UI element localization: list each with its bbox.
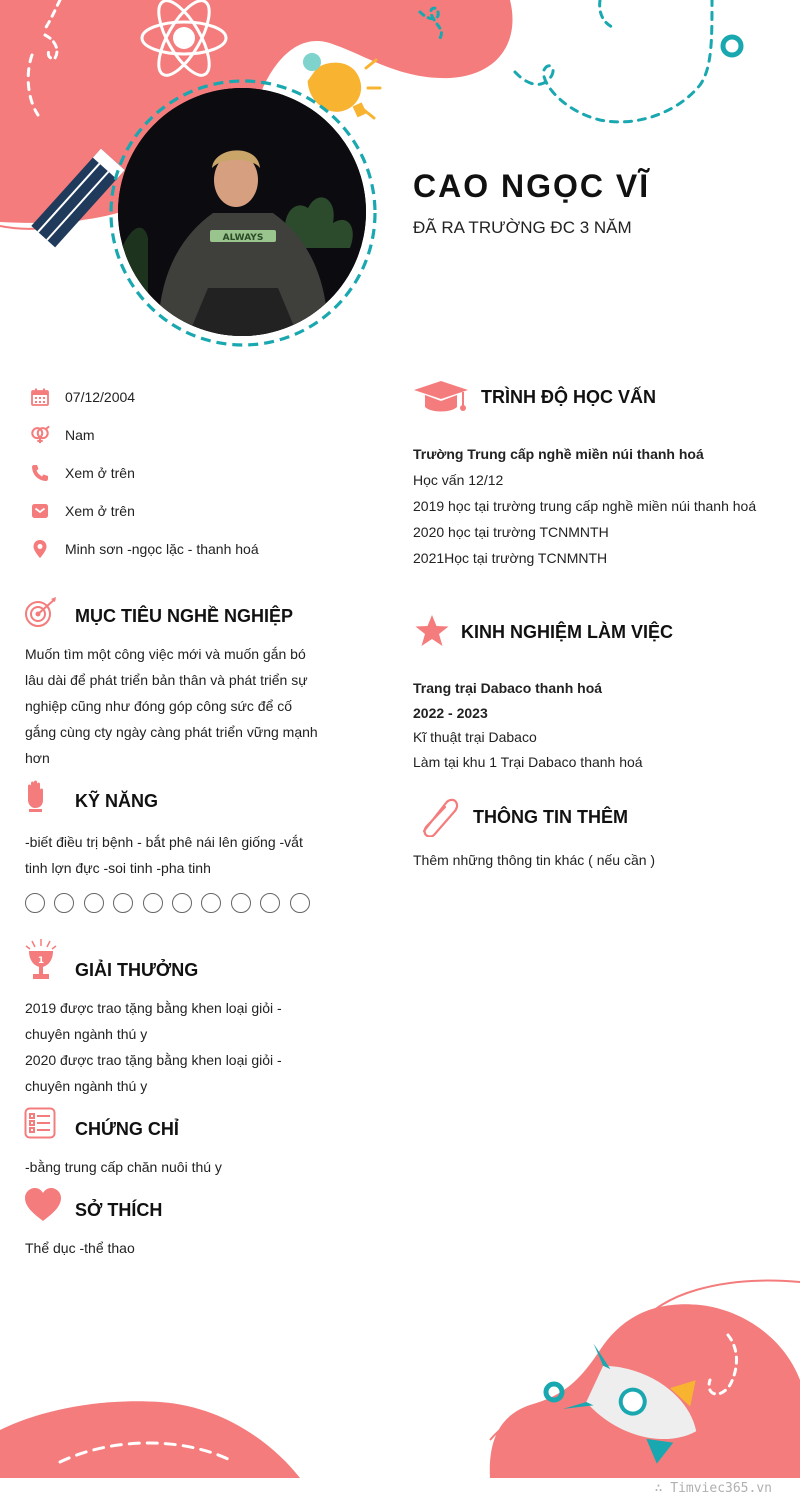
objective-line: nghiệp cũng như đóng góp công sức để cố xyxy=(25,698,293,714)
rating-circle xyxy=(143,893,163,913)
trophy-icon xyxy=(24,937,58,981)
certificates-title: CHỨNG CHỈ xyxy=(75,1119,179,1139)
shirt-text: ALWAYS xyxy=(222,233,264,243)
candidate-name: CAO NGỌC VĨ xyxy=(413,168,651,204)
objective-text xyxy=(25,641,318,771)
rating-circle xyxy=(290,893,310,913)
awards-title: GIẢI THƯỞNG xyxy=(75,960,199,980)
awards-line: 2019 được trao tặng bằng khen loại giỏi - xyxy=(25,1000,282,1016)
contact-phone xyxy=(30,461,360,485)
education-line: Học vấn 12/12 xyxy=(413,472,504,488)
experience-title: KINH NGHIỆM LÀM VIỆC xyxy=(461,622,674,642)
awards-line: 2020 được trao tặng bằng khen loại giỏi - xyxy=(25,1052,282,1068)
objective-line: Muốn tìm một công việc mới và muốn gắn bó xyxy=(25,646,306,662)
awards-line: chuyên ngành thú y xyxy=(25,1078,148,1094)
rating-circle xyxy=(54,893,74,913)
skills-line: tinh lợn đực -soi tinh -pha tinh xyxy=(25,860,211,876)
experience-period: 2022 - 2023 xyxy=(413,704,488,721)
skills-title: KỸ NĂNG xyxy=(75,791,159,811)
experience-text xyxy=(413,676,783,774)
education-line: 2021Học tại trường TCNMNTH xyxy=(413,550,608,566)
location-icon xyxy=(30,539,50,559)
hobbies-title: SỞ THÍCH xyxy=(75,1200,163,1220)
contact-birthdate-text: 07/12/2004 xyxy=(65,389,136,405)
rating-circle xyxy=(201,893,221,913)
contact-email-text: Xem ở trên xyxy=(65,503,135,519)
experience-line: Kĩ thuật trại Dabaco xyxy=(413,729,537,745)
rating-circle xyxy=(231,893,251,913)
paperclip-icon xyxy=(416,795,460,837)
additional-text: Thêm những thông tin khác ( nếu cần ) xyxy=(413,852,656,868)
email-icon xyxy=(30,501,50,521)
education-line: 2019 học tại trường trung cấp nghề miền núi thanh hoá xyxy=(413,498,757,514)
rating-circle xyxy=(260,893,280,913)
contact-gender xyxy=(30,423,360,447)
skill-rating xyxy=(25,893,319,913)
rating-circle xyxy=(84,893,104,913)
additional-title: THÔNG TIN THÊM xyxy=(473,807,628,827)
experience-company: Trang trại Dabaco thanh hoá xyxy=(413,680,603,696)
rating-circle xyxy=(113,893,133,913)
graduation-cap-icon xyxy=(413,380,469,416)
target-icon xyxy=(24,596,60,630)
education-text xyxy=(413,441,783,571)
contact-birthdate xyxy=(30,385,360,409)
education-title: TRÌNH ĐỘ HỌC VẤN xyxy=(481,387,656,407)
objective-line: lâu dài để phát triển bản thân và phát triển sự xyxy=(25,672,308,688)
photo-ring xyxy=(108,78,378,348)
calendar-icon xyxy=(30,387,50,407)
watermark-brand: ∴ Timviec365.vn xyxy=(654,1481,772,1496)
experience-line: Làm tại khu 1 Trại Dabaco thanh hoá xyxy=(413,753,643,770)
objective-title: MỤC TIÊU NGHỀ NGHIỆP xyxy=(75,606,294,626)
awards-line: chuyên ngành thú y xyxy=(25,1026,148,1042)
certificates-text: -bằng trung cấp chăn nuôi thú y xyxy=(25,1159,222,1175)
contact-email xyxy=(30,499,360,523)
heart-icon xyxy=(24,1188,62,1222)
phone-icon xyxy=(30,463,50,483)
gender-icon xyxy=(30,425,50,445)
svg-text:1: 1 xyxy=(37,956,45,966)
rating-circle xyxy=(25,893,45,913)
rating-circle xyxy=(172,893,192,913)
contact-address xyxy=(30,537,360,561)
hobbies-text: Thể dục -thể thao xyxy=(25,1240,135,1256)
hand-icon xyxy=(24,780,48,812)
star-icon xyxy=(414,614,450,648)
skills-line: -biết điều trị bệnh - bắt phê nái lên giống -vắt xyxy=(25,834,303,850)
awards-text xyxy=(25,995,318,1099)
education-school: Trường Trung cấp nghề miền núi thanh hoá xyxy=(413,446,704,462)
objective-line: gắng cùng cty ngày càng phát triển vững mạnh xyxy=(25,724,318,740)
skills-text xyxy=(25,829,325,881)
candidate-subtitle: ĐÃ RA TRƯỜNG ĐC 3 NĂM xyxy=(413,218,632,237)
contact-address-text: Minh sơn -ngọc lặc - thanh hoá xyxy=(65,541,259,557)
contact-phone-text: Xem ở trên xyxy=(65,465,135,481)
checklist-icon xyxy=(24,1107,56,1139)
contact-gender-text: Nam xyxy=(65,427,95,443)
objective-line: hơn xyxy=(25,750,50,766)
education-line: 2020 học tại trường TCNMNTH xyxy=(413,524,609,540)
